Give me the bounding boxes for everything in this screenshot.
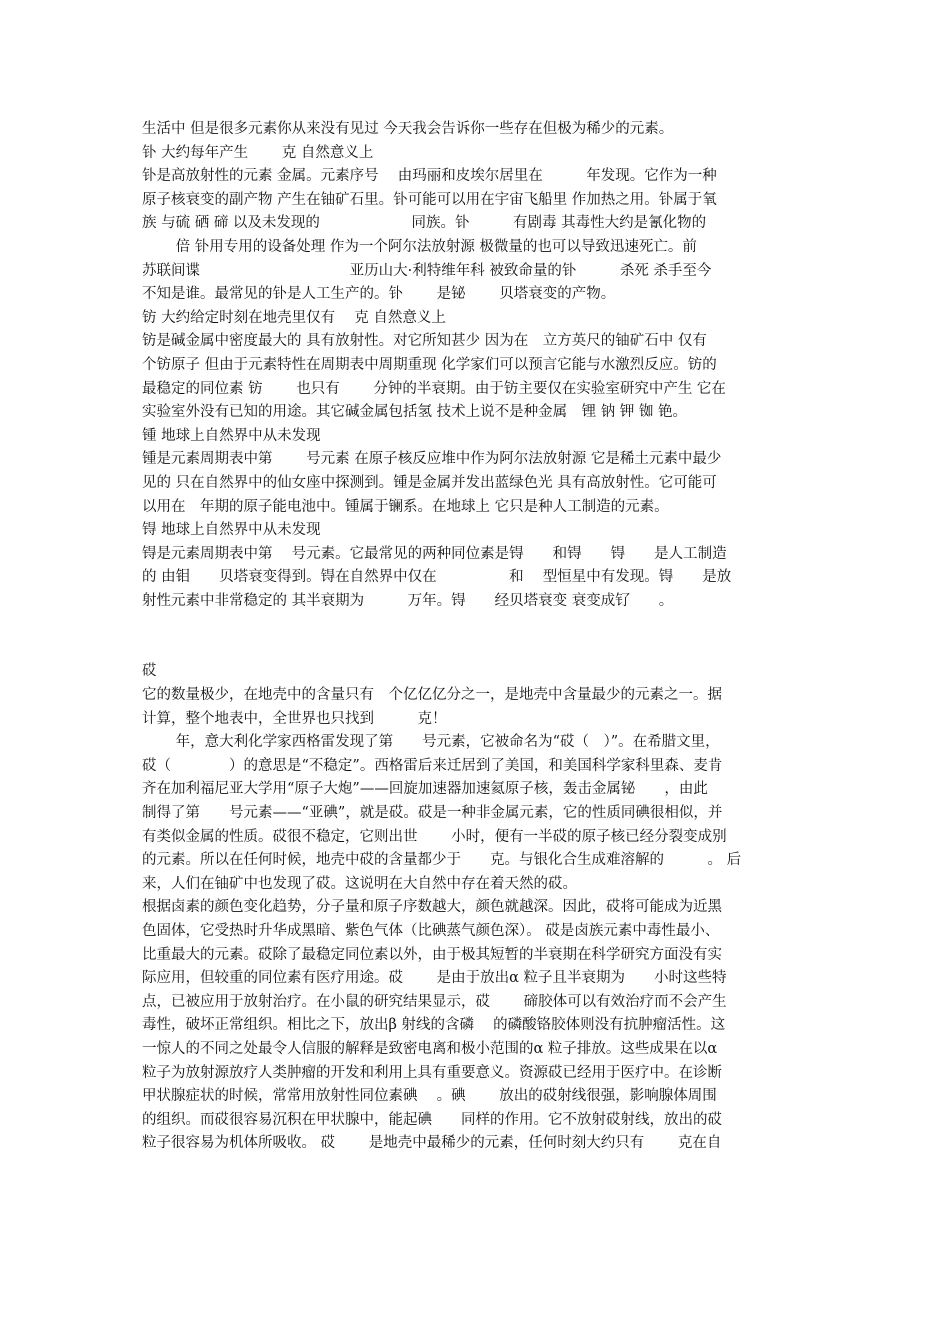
heading-polonium: 钋 大约每年产生 克 自然意义上 bbox=[142, 144, 374, 161]
text-line: 苏联间谍 亚历山大·利特维年科 被致命量的钋 杀死 杀手至今 bbox=[142, 262, 712, 279]
text-line: 钫是碱金属中密度最大的 具有放射性。对它所知甚少 因为在 立方英尺的铀矿石中 仅有 bbox=[142, 333, 707, 350]
text-line: 比重最大的元素。砹除了最稳定同位素以外，由于极其短暂的半衰期在科学研究方面没有实 bbox=[142, 946, 722, 963]
text-line: 有类似金属的性质。砹很不稳定，它则出世 小时，便有一半砹的原子核已经分裂变成别 bbox=[142, 828, 727, 845]
text-line: 一惊人的不同之处最令人信服的解释是致密电离和极小范围的α 粒子排放。这些成果在以α bbox=[142, 1040, 718, 1057]
heading-promethium: 锺 地球上自然界中从未发现 bbox=[142, 427, 321, 444]
text-line: 生活中 但是很多元素你从来没有见过 今天我会告诉你一些存在但极为稀少的元素。 bbox=[142, 121, 674, 137]
section-rare-elements bbox=[142, 118, 812, 613]
text-line: 钋是高放射性的元素 金属。元素序号 由玛丽和皮埃尔居里在 年发现。它作为一种 bbox=[142, 168, 717, 185]
text-line: 锝是元素周期表中第 号元素。它最常见的两种同位素是锝 和锝 锝 是人工制造 bbox=[142, 545, 727, 562]
text-line: 锺是元素周期表中第 号元素 在原子核反应堆中作为阿尔法放射源 它是稀土元素中最少 bbox=[142, 451, 722, 468]
text-line: 际应用，但较重的同位素有医疗用途。砹 是由于放出α 粒子且半衰期为 小时这些特 bbox=[142, 970, 727, 987]
heading-technetium: 锝 地球上自然界中从未发现 bbox=[142, 522, 321, 539]
text-line: 它的数量极少，在地壳中的含量只有 个亿亿亿分之一，是地壳中含量最少的元素之一。据 bbox=[142, 687, 722, 704]
text-line: 粒子很容易为机体所吸收。 砹 是地壳中最稀少的元素，任何时刻大约只有 克在自 bbox=[142, 1135, 722, 1152]
document-page bbox=[142, 118, 812, 1156]
text-line: 实验室外没有已知的用途。其它碱金属包括氢 技术上说不是种金属 锂 钠 钾 铷 铯。 bbox=[142, 404, 688, 421]
text-line: 来，人们在铀矿中也发现了砹。这说明在大自然中存在着天然的砹。 bbox=[142, 875, 577, 892]
text-line: 甲状腺症状的时候，常常用放射性同位素碘 。碘 放出的砹射线很强，影响腺体周围 bbox=[142, 1088, 717, 1105]
text-line: 毒性，破坏正常组织。相比之下，放出β 射线的含磷 的磷酸铬胶体则没有抗肿瘤活性。这 bbox=[142, 1017, 726, 1034]
text-line: 原子核衰变的副产物 产生在铀矿石里。钋可能可以用在宇宙飞船里 作加热之用。钋属于氧 bbox=[142, 191, 717, 208]
text-line: 最稳定的同位素 钫 也只有 分钟的半衰期。由于钫主要仅在实验室研究中产生 它在 bbox=[142, 380, 726, 397]
section-astatine bbox=[142, 660, 812, 1155]
text-line: 制得了第 号元素——“亚碘”，就是砹。砹是一种非金属元素，它的性质同碘很相似，并 bbox=[142, 805, 723, 822]
text-line: 族 与硫 硒 碲 以及未发现的 同族。钋 有剧毒 其毒性大约是氰化物的 bbox=[142, 215, 707, 232]
text-line: 的组织。而砹很容易沉积在甲状腺中，能起碘 同样的作用。它不放射砹射线，放出的砹 bbox=[142, 1111, 722, 1128]
text-line: 见的 只在自然界中的仙女座中探测到。锺是金属并发出蓝绿色光 具有高放射性。它可能可 bbox=[142, 474, 717, 491]
text-line: 个钫原子 但由于元素特性在周期表中周期重现 化学家们可以预言它能与水激烈反应。钫的 bbox=[142, 356, 717, 373]
text-line: 的元素。所以在任何时候，地壳中砹的含量都少于 克。与银化合生成难溶解的 。 后 bbox=[142, 852, 742, 869]
text-line: 不知是谁。最常见的钋是人工生产的。钋 是铋 贝塔衰变的产物。 bbox=[142, 286, 616, 303]
text-line: 齐在加利福尼亚大学用“原子大炮”——回旋加速器加速氦原子核，轰击金属铋 ，由此 bbox=[142, 781, 708, 798]
text-line: 年，意大利化学家西格雷发现了第 号元素，它被命名为“砹（ ）”。在希腊文里， bbox=[142, 734, 720, 751]
text-line: 的 由钼 贝塔衰变得到。锝在自然界中仅在 和 型恒星中有发现。锝 是放 bbox=[142, 569, 732, 586]
text-line: 根据卤素的颜色变化趋势，分子量和原子序数越大，颜色就越深。因此，砹将可能成为近黑 bbox=[142, 899, 722, 916]
section-spacer bbox=[142, 613, 812, 660]
heading-astatine: 砹 bbox=[142, 663, 157, 680]
text-line: 计算，整个地表中，全世界也只找到 克！ bbox=[142, 710, 447, 727]
heading-francium: 钫 大约给定时刻在地壳里仅有 克 自然意义上 bbox=[142, 309, 446, 326]
text-line: 倍 钋用专用的设备处理 作为一个阿尔法放射源 极微量的也可以导致迅速死亡。前 bbox=[142, 238, 697, 255]
text-line: 粒子为放射源放疗人类肿瘤的开发和利用上具有重要意义。资源砹已经用于医疗中。在诊断 bbox=[142, 1064, 722, 1081]
text-line: 点，已被应用于放射治疗。在小鼠的研究结果显示，砹 碲胶体可以有效治疗而不会产生 bbox=[142, 993, 727, 1010]
text-line: 砹（ ）的意思是“不稳定”。西格雷后来迁居到了美国，和美国科学家科里森、麦肯 bbox=[142, 757, 723, 774]
text-line: 射性元素中非常稳定的 其半衰期为 万年。锝 经贝塔衰变 衰变成钌 。 bbox=[142, 592, 674, 609]
text-line: 以用在 年期的原子能电池中。锺属于镧系。在地球上 它只是种人工制造的元素。 bbox=[142, 498, 669, 515]
text-line: 色固体，它受热时升华成黑暗、紫色气体（比碘蒸气颜色深）。 砹是卤族元素中毒性最小、 bbox=[142, 923, 720, 939]
